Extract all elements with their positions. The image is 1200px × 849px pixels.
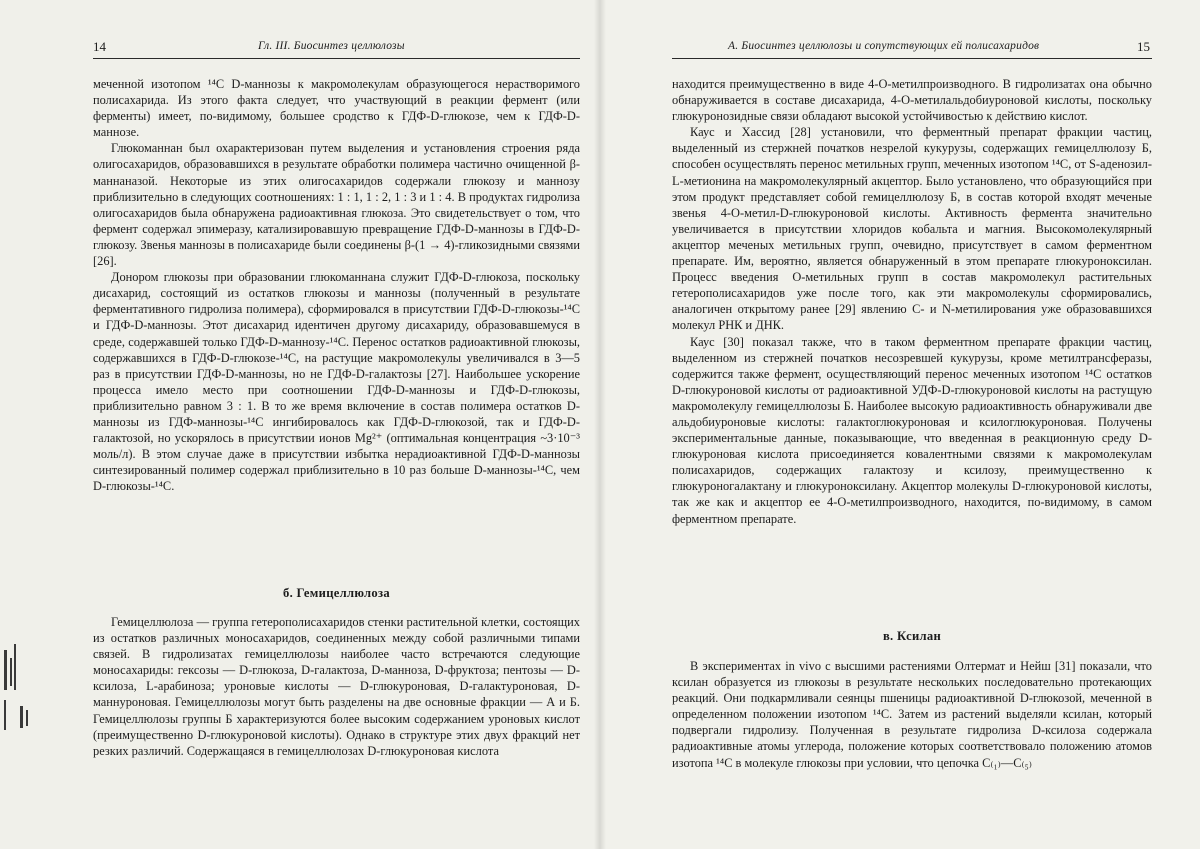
- page-number: 15: [1137, 39, 1150, 54]
- paragraph: Глюкоманнан был охарактеризован путем выделения и установления строения ряда олигосахаридов, образовавшихся в результате обработки полимера частично очищенной β-маннаназой. Некоторые из этих олигосахаридов содержали глюкозу и маннозу приблизительно в следующих соотношениях: 1 : 1, 1 : 2, 1 : 3 и 1 : 4. В продуктах гидролиза олигосахаридов была обнаружена радиоактивная глюкоза. Это свидетельствует о том, что фермент содержал эпимеразу, катализировавшую превращение ГДФ-D-маннозы в ГДФ-D-глюкозу. Звенья маннозы в полисахариде были соединены β-(1 → 4)-гликозидными связями [26].: [93, 141, 580, 269]
- page-number: 14: [93, 39, 106, 54]
- paragraph: меченной изотопом ¹⁴С D-маннозы к макромолекулам образующегося нерастворимого полисахарида. Из этого факта следует, что участвующий в реакции фермент (или ферменты) имеет, по-видимому, большее сродство к ГДФ-D-глюкозе, чем к ГДФ-D-маннозе.: [93, 77, 580, 140]
- running-title: Гл. III. Биосинтез целлюлозы: [258, 40, 405, 52]
- section-heading: в. Ксилан: [882, 629, 942, 643]
- right-page-header: [600, 40, 1200, 58]
- left-section-text: [93, 614, 580, 759]
- left-page-header: [0, 40, 600, 58]
- header-rule: [672, 58, 1152, 59]
- paragraph: Каус и Хассид [28] установили, что ферментный препарат фракции частиц, выделенный из стержней початков незрелой кукурузы, содержащих гемицеллюлозу Б, способен осуществлять перенос метильных групп, меченных изотопом ¹⁴С, от S-аденозил-L-метионина на макромолекулярный акцептор. Было установлено, что образующийся при этом продукт представляет собой гемицеллюлозу Б, в состав которой входят меченые звенья 4-О-метил-D-глюкуроновой кислоты. Активность фермента значительно увеличивается в присутствии хлоридов кобальта и магния. Высокомолекулярный акцептор меченых метильных групп, очевидно, присутствует в самом ферментном препарате. Им, вероятно, является обнаруженный в этом препарате глюкуроноксилан. Процесс введения О-метильных групп в состав макромолекул растительных гетерополисахаридов уже после того, как эти макромолекулы сформировались, аналогичен открытому ранее [29] явлению С- и N-метилирования уже образовавшихся молекул РНК и ДНК.: [672, 125, 1152, 333]
- right-text-column: [672, 76, 1152, 527]
- paragraph: Гемицеллюлоза — группа гетерополисахаридов стенки растительной клетки, состоящих из остатков различных моносахаридов, соединенных между собой различными типами связей. В гидролизатах гемицеллюлозы наиболее часто встречаются следующие моносахариды: гексозы — D-глюкоза, D-галактоза, D-манноза, D-фруктоза; пентозы — D-ксилоза, L-арабиноза; уроновые кислоты — D-глюкуроновая, D-галактуроновая, D-маннуроновая. Гемицеллюлозы могут быть разделены на две основные фракции — А и Б. Гемицеллюлозы группы Б характеризуются более высоким содержанием уроновых кислот (преимущественно D-глюкуроновой кислоты). Однако в структуре этих двух фракций нет резких различий. Содержащаяся в гемицеллюлозах D-глюкуроновая кислота: [93, 615, 580, 758]
- section-heading: б. Гемицеллюлоза: [283, 586, 390, 600]
- header-rule: [93, 58, 580, 59]
- left-text-column: [93, 76, 580, 494]
- right-section-text: [672, 658, 1152, 771]
- left-section: [93, 585, 580, 601]
- book-gutter: [594, 0, 606, 849]
- right-section: [672, 628, 1152, 644]
- paragraph: Каус [30] показал также, что в таком ферментном препарате фракции частиц, выделенном из стержней початков несозревшей кукурузы, кроме метилтрансферазы, содержится также фермент, осуществляющий перенос меченных изотопом ¹⁴С остатков D-глюкуроновой кислоты от радиоактивной УДФ-D-глюкуроновой кислоты на растущую макромолекулу гемицеллюлозы Б. Наиболее высокую радиоактивность обнаруживали две альдобиуроновые кислоты: галактоглюкуроновая и ксилоглюкуроновая. Получены экспериментальные данные, показывающие, что введенная в реакционную среду D-глюкуроновая кислота присоединяется ковалентными связями к макромолекулам полисахаридов, содержащих галактозу и ксилозу, преимущественно к глюкуроногалактану и глюкуроноксилану. Акцептор молекулы D-глюкуроновой кислоты, так же как и акцептор ее 4-О-метилпроизводного, находится, по-видимому, в самом ферментном препарате.: [672, 334, 1152, 526]
- paragraph: В экспериментах in vivo с высшими растениями Олтермат и Нейш [31] показали, что ксилан образуется из глюкозы в результате нескольких последовательно протекающих реакций. Они подкармливали сеянцы пшеницы радиоактивной D-глюкозой, меченной в определенном положении изотопом ¹⁴С. Затем из растений выделяли ксилан, который подвергали гидролизу. Полученная в результате гидролиза D-ксилоза содержала радиоактивные атомы углерода, положение которых соответствовало положению атомов изотопа ¹⁴С в молекуле глюкозы при условии, что цепочка C₍₁₎—C₍₅₎: [672, 659, 1152, 770]
- scan-edge-marks: [2, 640, 30, 740]
- right-page: [600, 0, 1200, 849]
- paragraph: Донором глюкозы при образовании глюкоманнана служит ГДФ-D-глюкоза, поскольку дисахарид, состоящий из остатков глюкозы и маннозы (полученный в результате ферментативного гидролиза полимера), сформировался в присутствии ГДФ-D-глюкозы-¹⁴С и ГДФ-D-маннозы. Этот дисахарид идентичен другому дисахариду, образовавшемуся в среде, содержавшей только ГДФ-D-маннозу-¹⁴С. Перенос остатков радиоактивной глюкозы, содержавшихся в ГДФ-D-глюкозе-¹⁴С, на растущие макромолекулы увеличивался в 3—5 раз в присутствии ГДФ-D-маннозы, но не ГДФ-D-галактозы [27]. Наибольшее ускорение процесса имело место при соотношении ГДФ-D-маннозы и ГДФ-D-глюкозы, приблизительно равном 3 : 1. В то же время включение в состав полимера остатков D-маннозы из ГДФ-маннозы-¹⁴С ингибировалось как ГДФ-D-глюкозой, так и ГДФ-D-галактозой, но ускорялось в присутствии ионов Mg²⁺ (оптимальная концентрация ~3·10⁻³ моль/л). В этом случае даже в присутствии избытка нерадиоактивной ГДФ-D-маннозы синтезированный полимер содержал приблизительно в 10 раз больше D-маннозы-¹⁴С, чем D-глюкозы-¹⁴С.: [93, 270, 580, 494]
- paragraph: находится преимущественно в виде 4-О-метилпроизводного. В гидролизатах она обычно обнаруживается в составе дисахарида, 4-О-метилальдобиуроновой кислоты, поскольку глюкуронозидные связи обладают высокой устойчивостью к действию кислот.: [672, 77, 1152, 124]
- running-title: А. Биосинтез целлюлозы и сопутствующих ей полисахаридов: [728, 40, 1040, 52]
